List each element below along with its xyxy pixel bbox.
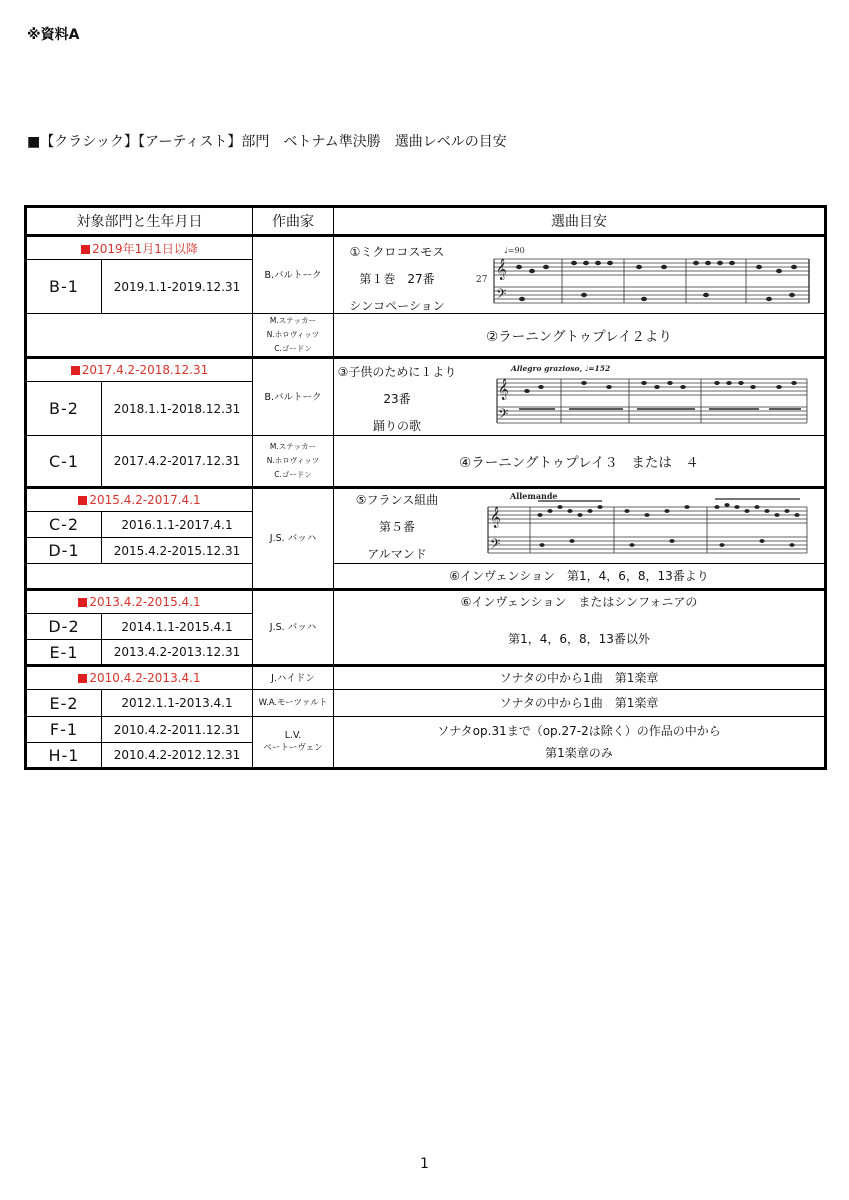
svg-text:𝄢: 𝄢 <box>490 536 501 555</box>
page-number: 1 <box>420 1156 429 1172</box>
birth-range: 2015.4.2-2015.12.31 <box>102 538 253 564</box>
document-label: ※資料A <box>27 27 80 43</box>
section-heading: ■【クラシック】【アーティスト】部門 ベトナム準決勝 選曲レベルの目安 <box>27 134 507 150</box>
birth-range: 2014.1.1-2015.4.1 <box>102 614 253 640</box>
svg-text:27: 27 <box>476 275 488 285</box>
birth-range: 2017.4.2-2017.12.31 <box>102 436 253 488</box>
svg-text:𝄢: 𝄢 <box>496 286 507 305</box>
table-row <box>26 358 826 382</box>
birth-range: 2013.4.2-2013.12.31 <box>102 640 253 666</box>
birth-range: 2012.1.1-2013.4.1 <box>102 690 253 717</box>
division-code: C-1 <box>26 436 102 488</box>
division-code: B-2 <box>26 382 102 436</box>
selection-guide-table <box>24 205 827 770</box>
svg-text:Allemande: Allemande <box>510 491 558 501</box>
table-row <box>26 314 826 358</box>
guide-cell: ④ラーニングトゥプレイ３ または ４ <box>334 436 826 488</box>
period-label: 2019年1月1日以降 <box>26 236 253 260</box>
guide-cell: ⑥インヴェンション 第1，4，6，8，13番より <box>334 564 826 590</box>
division-code: H-1 <box>26 743 102 769</box>
composer-cell: B.バルトーク <box>253 358 334 436</box>
birth-range: 2019.1.1-2019.12.31 <box>102 260 253 314</box>
division-code: D-2 <box>26 614 102 640</box>
guide-line: 23番 <box>383 392 411 406</box>
table-row <box>26 666 826 690</box>
table-row <box>26 564 826 590</box>
composer-cell: W.A.モーツァルト <box>253 690 334 717</box>
guide-line: ①ミクロコスモス <box>349 245 445 259</box>
header-composer: 作曲家 <box>253 207 334 236</box>
guide-line: アルマンド <box>367 547 427 561</box>
score-guide-cell <box>334 358 826 436</box>
division-code: E-1 <box>26 640 102 666</box>
division-code: B-1 <box>26 260 102 314</box>
birth-range: 2018.1.1-2018.12.31 <box>102 382 253 436</box>
period-label: 2013.4.2-2015.4.1 <box>26 590 253 614</box>
period-label: 2010.4.2-2013.4.1 <box>26 666 253 690</box>
division-code: F-1 <box>26 717 102 743</box>
header-guide: 選曲目安 <box>334 207 826 236</box>
guide-line: 第1，4，6，8，13番以外 <box>334 614 826 666</box>
birth-range: 2010.4.2-2011.12.31 <box>102 717 253 743</box>
guide-line: 第５番 <box>378 520 415 534</box>
composer-cell: L.V. ベートーヴェン <box>253 717 334 769</box>
guide-cell: ソナタの中から1曲 第1楽章 <box>334 690 826 717</box>
table-row <box>26 488 826 512</box>
period-label: 2015.4.2-2017.4.1 <box>26 488 253 512</box>
svg-text:𝄢: 𝄢 <box>498 406 509 425</box>
division-code: C-2 <box>26 512 102 538</box>
music-score-image <box>489 363 809 429</box>
guide-line: シンコペーション <box>349 299 445 313</box>
table-row <box>26 236 826 260</box>
guide-line: ③子供のために１より <box>337 365 457 379</box>
composer-cell: B.バルトーク <box>253 236 334 314</box>
music-score-image <box>474 245 814 309</box>
guide-cell: ソナタop.31まで（op.27-2は除く）の作品の中から 第1楽章のみ <box>334 717 826 769</box>
empty-cell <box>26 314 253 358</box>
table-row <box>26 690 826 717</box>
guide-line: 第１巻 27番 <box>359 272 435 286</box>
guide-cell: ②ラーニングトゥプレイ２より <box>334 314 826 358</box>
score-guide-cell <box>334 236 826 314</box>
division-code: E-2 <box>26 690 102 717</box>
svg-text:Allegro grazioso, ♩=152: Allegro grazioso, ♩=152 <box>511 364 611 373</box>
birth-range: 2010.4.2-2012.12.31 <box>102 743 253 769</box>
table-row <box>26 436 826 488</box>
table-row <box>26 614 826 640</box>
guide-line: 踊りの歌 <box>372 419 421 433</box>
svg-text:𝄞: 𝄞 <box>490 507 501 528</box>
svg-text:♩=90: ♩=90 <box>504 246 525 255</box>
score-guide-cell <box>334 488 826 564</box>
birth-range: 2016.1.1-2017.4.1 <box>102 512 253 538</box>
division-code: D-1 <box>26 538 102 564</box>
header-target: 対象部門と生年月日 <box>26 207 253 236</box>
empty-cell <box>26 564 253 590</box>
table-header-row <box>26 207 826 236</box>
svg-text:𝄞: 𝄞 <box>496 259 507 280</box>
music-score-image <box>482 491 812 561</box>
guide-line: ⑥インヴェンション またはシンフォニアの <box>334 590 826 614</box>
svg-text:𝄞: 𝄞 <box>498 379 509 400</box>
table-row <box>26 590 826 614</box>
guide-line: ⑤フランス組曲 <box>355 493 439 507</box>
guide-cell: ソナタの中から1曲 第1楽章 <box>334 666 826 690</box>
table-row <box>26 717 826 743</box>
composer-cell: M.ステッカー N.ホロヴィッツ C.ゴードン <box>253 436 334 488</box>
composer-cell: M.ステッカー N.ホロヴィッツ C.ゴードン <box>253 314 334 358</box>
composer-cell: J.ハイドン <box>253 666 334 690</box>
composer-cell: J.S. バッハ <box>253 488 334 590</box>
period-label: 2017.4.2-2018.12.31 <box>26 358 253 382</box>
composer-cell: J.S. バッハ <box>253 590 334 666</box>
